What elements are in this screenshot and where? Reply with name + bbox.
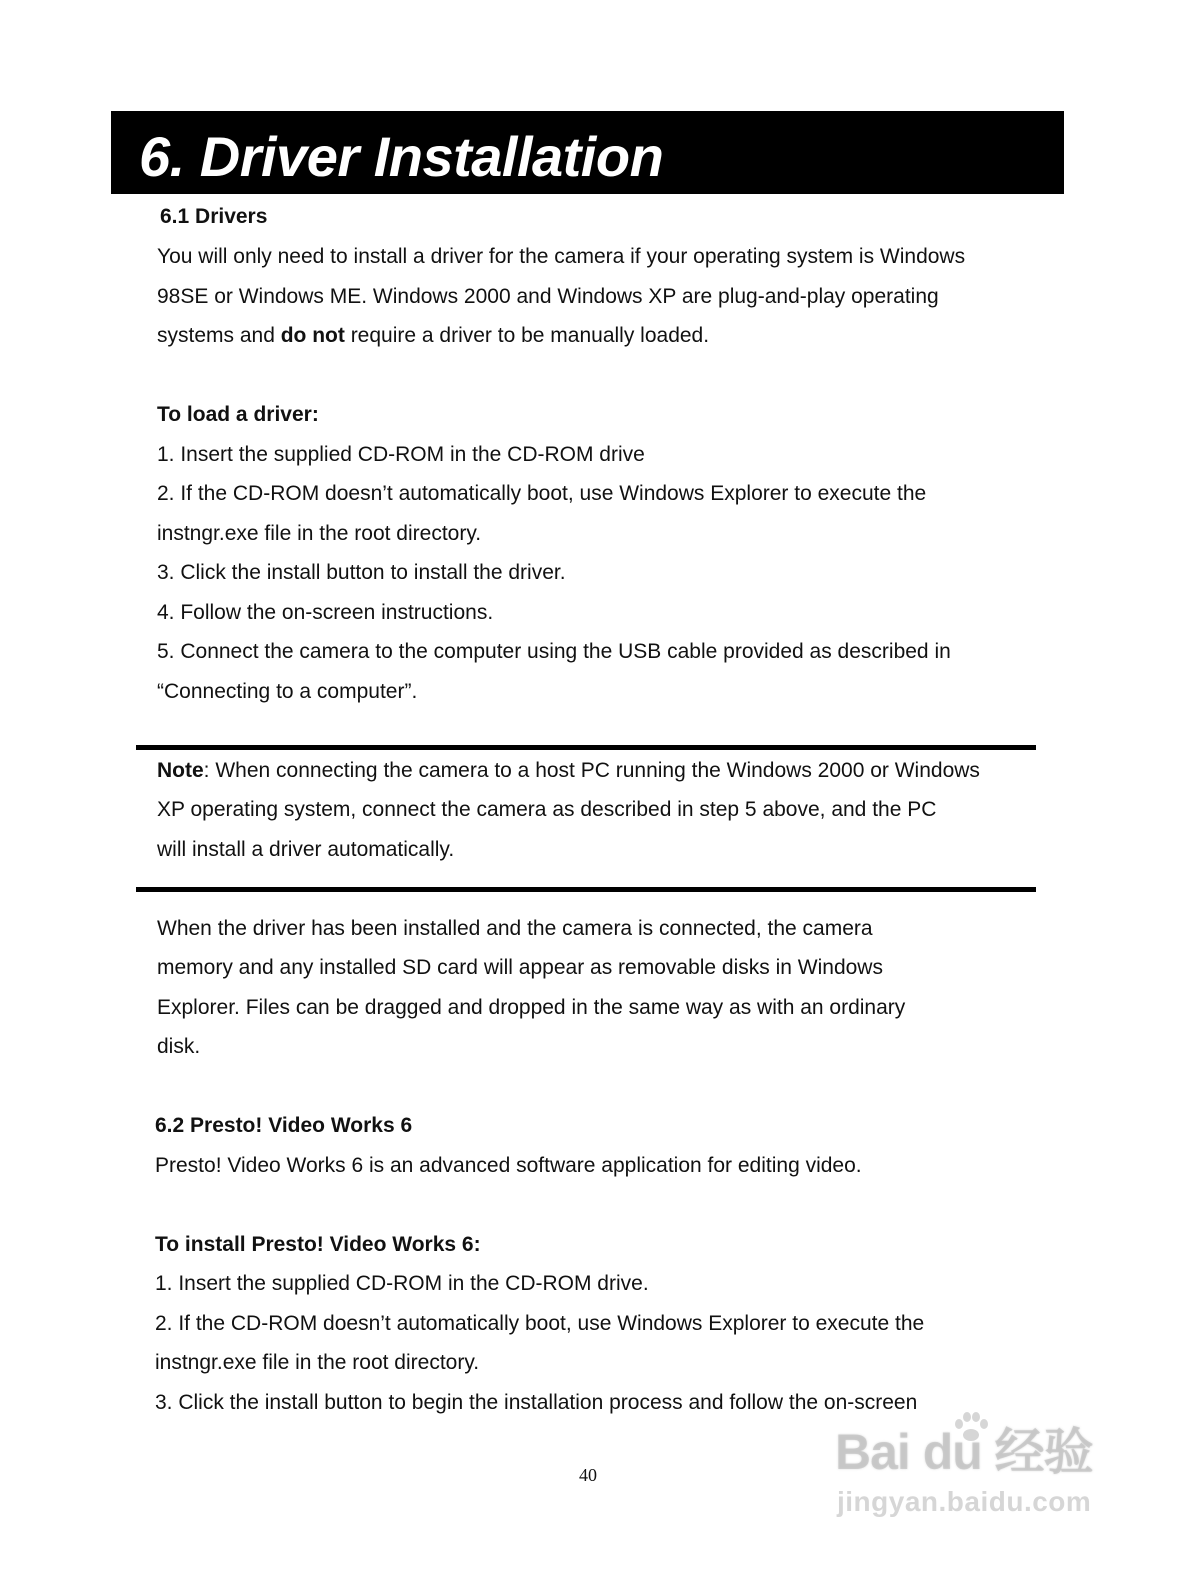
note-line-1-text: : When connecting the camera to a host PC running the Windows 2000 or Windows [203,759,980,782]
driver-step-line: 5. Connect the camera to the computer using the USB cable provided as described in [157,640,951,663]
note-bottom-rule [136,887,1036,892]
load-driver-heading: To load a driver: [157,403,319,426]
section-6-2-heading: 6.2 Presto! Video Works 6 [155,1114,413,1137]
presto-step-line: 1. Insert the supplied CD-ROM in the CD-ROM drive. [155,1272,649,1295]
driver-step-line: 3. Click the install button to install the driver. [157,561,566,584]
watermark-url: jingyan.baidu.com [837,1486,1092,1517]
baidu-watermark [835,1412,1135,1527]
install-presto-heading: To install Presto! Video Works 6: [155,1233,481,1256]
presto-step-line: 3. Click the install button to begin the installation process and follow the on-screen [155,1391,918,1414]
after-note-line: Explorer. Files can be dragged and dropped in the same way as with an ordinary [157,996,906,1019]
drivers-intro-line-3-pre: systems and [157,324,281,347]
section-6-1-heading: 6.1 Drivers [160,205,268,228]
note-line-2: XP operating system, connect the camera as described in step 5 above, and the PC [157,798,937,821]
driver-step-line: 4. Follow the on-screen instructions. [157,601,494,624]
driver-step-line: “Connecting to a computer”. [157,680,418,703]
after-note-line: memory and any installed SD card will appear as removable disks in Windows [157,956,883,979]
watermark-logo-text: Bai du 经验 [835,1424,1093,1480]
drivers-intro-line-1: You will only need to install a driver for the camera if your operating system is Windows [157,245,966,268]
driver-step-line: instngr.exe file in the root directory. [157,522,482,545]
title-banner [111,111,1064,194]
driver-step-line: 1. Insert the supplied CD-ROM in the CD-ROM drive [157,443,645,466]
after-note-line: When the driver has been installed and the camera is connected, the camera [157,917,873,940]
drivers-intro-line-3-post: require a driver to be manually loaded. [344,324,710,347]
note-label: Note [157,759,204,782]
after-note-line: disk. [157,1035,201,1058]
presto-step-line: 2. If the CD-ROM doesn’t automatically boot, use Windows Explorer to execute the [155,1312,925,1335]
presto-step-line: instngr.exe file in the root directory. [155,1351,480,1374]
note-line-3: will install a driver automatically. [157,838,455,861]
drivers-intro-line-3 [157,323,709,349]
driver-step-line: 2. If the CD-ROM doesn’t automatically boot, use Windows Explorer to execute the [157,482,927,505]
do-not-emphasis: do not [280,324,345,347]
page-title: 6. Driver Installation [139,125,664,188]
presto-intro: Presto! Video Works 6 is an advanced software application for editing video. [155,1154,862,1177]
note-line-1 [157,758,980,784]
note-top-rule [136,745,1036,750]
page-number: 40 [579,1465,597,1485]
drivers-intro-line-2: 98SE or Windows ME. Windows 2000 and Windows XP are plug-and-play operating [157,285,939,308]
